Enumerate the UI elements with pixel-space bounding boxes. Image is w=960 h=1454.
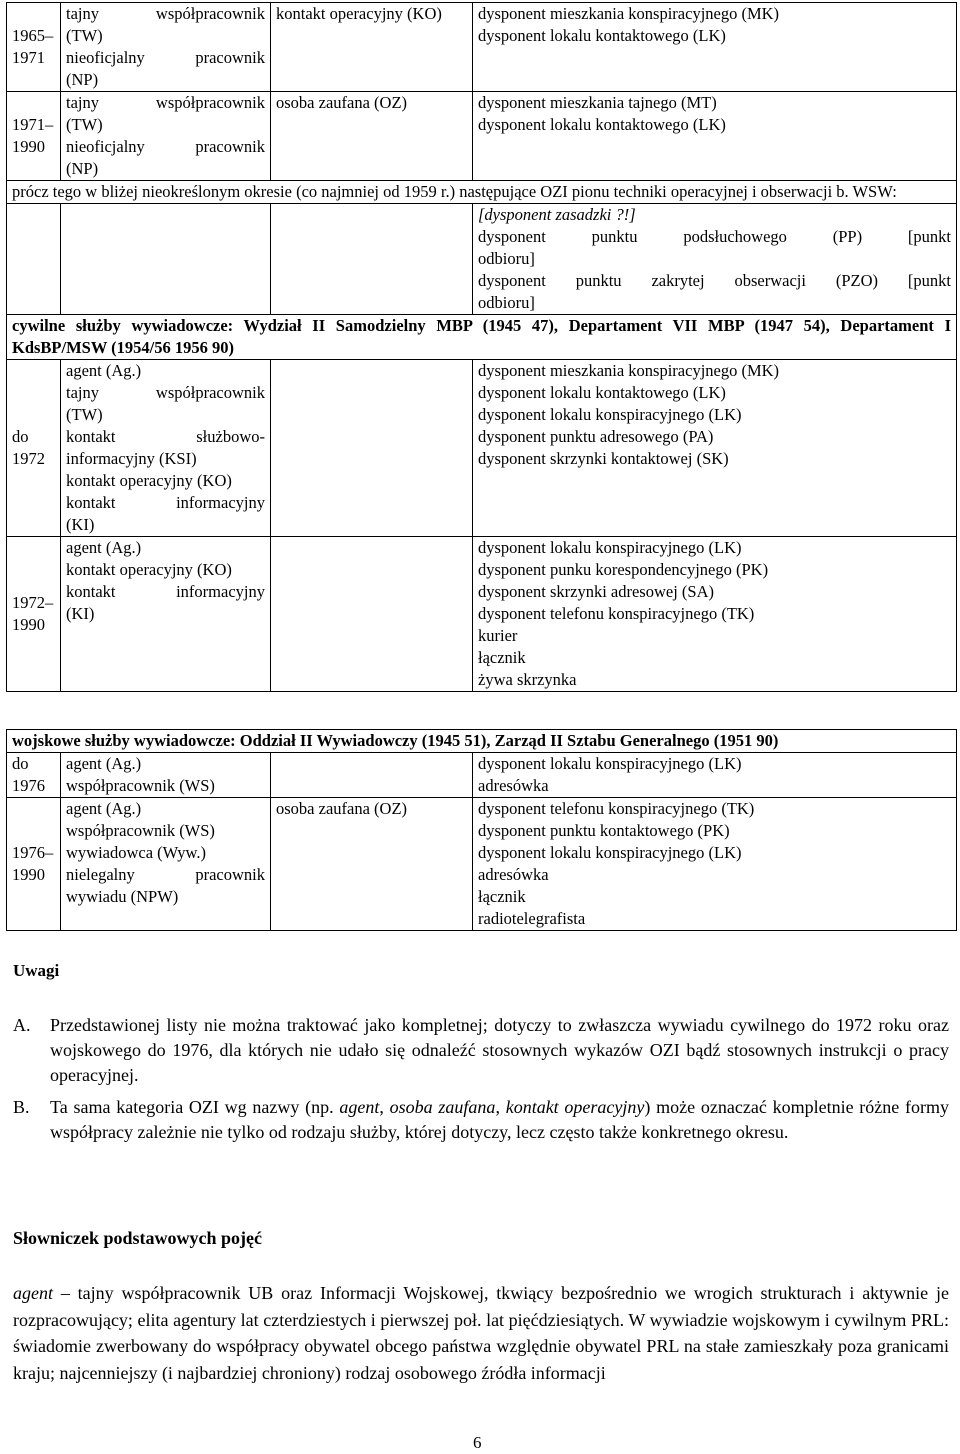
cell-line: tajny współpracownik bbox=[66, 383, 265, 402]
cell-line: tajny współpracownik bbox=[66, 4, 265, 23]
cell-line: dysponent lokalu konspiracyjnego (LK) bbox=[478, 405, 742, 424]
cell-line: dysponent mieszkania tajnego (MT) bbox=[478, 93, 717, 112]
category-cell bbox=[61, 3, 271, 92]
cell-line: dysponent skrzynki adresowej (SA) bbox=[478, 582, 714, 601]
cell-line: dysponent punktu podsłuchowego (PP) [punkt bbox=[478, 227, 951, 246]
cell-line: (TW) bbox=[66, 405, 103, 424]
section-heading: wojskowe służby wywiadowcze: Oddział II Wywiadowczy (1945 51), Zarząd II Sztabu Generalnego (1951 90) bbox=[7, 730, 957, 753]
cell-line: do bbox=[12, 754, 29, 773]
table-row bbox=[7, 181, 957, 204]
note-term: agent bbox=[339, 1097, 380, 1117]
cell-line: (TW) bbox=[66, 26, 103, 45]
cell-line: 1972– bbox=[12, 593, 54, 612]
ozi-table-main bbox=[6, 2, 957, 692]
category-cell bbox=[61, 204, 271, 315]
category-cell bbox=[271, 360, 473, 537]
cell-line: dysponent lokalu konspiracyjnego (LK) bbox=[478, 754, 742, 773]
dysponent-cell bbox=[473, 92, 957, 181]
cell-line: kurier bbox=[478, 626, 518, 645]
period-cell bbox=[7, 798, 61, 931]
cell-line: 1990 bbox=[12, 865, 45, 884]
period-cell bbox=[7, 360, 61, 537]
cell-line: 1976– bbox=[12, 843, 54, 862]
cell-line: agent (Ag.) bbox=[66, 754, 142, 773]
cell-line: (KI) bbox=[66, 515, 95, 534]
cell-line: współpracownik (WS) bbox=[66, 821, 215, 840]
cell-line: 1972 bbox=[12, 449, 45, 468]
category-cell bbox=[61, 753, 271, 798]
table-row bbox=[7, 537, 957, 692]
note-text-part: Ta sama kategoria OZI wg nazwy (np. bbox=[50, 1097, 340, 1117]
cell-line: adresówka bbox=[478, 776, 549, 795]
dysponent-cell bbox=[473, 204, 957, 315]
uncertain-entry: [dysponent zasadzki ?!] bbox=[478, 205, 636, 224]
table-row bbox=[7, 798, 957, 931]
cell-line: dysponent telefonu konspiracyjnego (TK) bbox=[478, 799, 755, 818]
notes-heading: Uwagi bbox=[13, 961, 60, 980]
cell-line: dysponent lokalu kontaktowego (LK) bbox=[478, 26, 726, 45]
cell-line: wywiadu (NPW) bbox=[66, 887, 179, 906]
cell-line: dysponent punku korespondencyjnego (PK) bbox=[478, 560, 769, 579]
cell-line: odbioru] bbox=[478, 293, 535, 312]
cell-line: radiotelegrafista bbox=[478, 909, 586, 928]
category-cell bbox=[271, 798, 473, 931]
cell-line: łącznik bbox=[478, 887, 526, 906]
cell-line: (NP) bbox=[66, 70, 99, 89]
cell-line: (KI) bbox=[66, 604, 95, 623]
glossary-term: agent bbox=[13, 1283, 53, 1303]
cell-line: kontakt informacyjny bbox=[66, 493, 265, 512]
cell-line: kontakt informacyjny bbox=[66, 582, 265, 601]
dysponent-cell bbox=[473, 798, 957, 931]
cell-line: adresówka bbox=[478, 865, 549, 884]
section-note: prócz tego w bliżej nieokreślonym okresie (co najmniej od 1959 r.) następujące OZI pionu techniki operacyjnej i obserwacji b. WSW: bbox=[7, 181, 957, 204]
cell-line: (NP) bbox=[66, 159, 99, 178]
cell-line: dysponent telefonu konspiracyjnego (TK) bbox=[478, 604, 755, 623]
cell-line: kontakt służbowo- bbox=[66, 427, 265, 446]
period-cell bbox=[7, 204, 61, 315]
table-row bbox=[7, 3, 957, 92]
note-label: A. bbox=[13, 1015, 31, 1035]
cell-line: nieoficjalny pracownik bbox=[66, 137, 265, 156]
cell-line: dysponent punktu kontaktowego (PK) bbox=[478, 821, 730, 840]
cell-line: do bbox=[12, 427, 29, 446]
glossary-heading: Słowniczek podstawowych pojęć bbox=[13, 1228, 263, 1248]
cell-line: dysponent mieszkania konspiracyjnego (MK) bbox=[478, 361, 780, 380]
note-b bbox=[13, 1095, 949, 1145]
glossary-entry bbox=[13, 1280, 949, 1386]
cell-line: kontakt operacyjny (KO) bbox=[276, 4, 442, 23]
table-row bbox=[7, 204, 957, 315]
cell-line: 1965– bbox=[12, 26, 54, 45]
cell-line: osoba zaufana (OZ) bbox=[276, 799, 408, 818]
category-cell bbox=[61, 537, 271, 692]
period-cell bbox=[7, 92, 61, 181]
section-heading: cywilne służby wywiadowcze: Wydział II Samodzielny MBP (1945 47), Departament VII MBP (1947 54), Departament I KdsBP/MSW (1954/56 1956 90) bbox=[7, 315, 957, 360]
dysponent-list bbox=[478, 226, 951, 314]
note-text bbox=[13, 1095, 949, 1145]
note-text-part: ) może oznaczać kompletnie różne formy współpracy zależnie nie tylko od rodzaju służby, której dotyczy, lecz często także konkretnego okresu. bbox=[50, 1097, 950, 1142]
cell-line: agent (Ag.) bbox=[66, 538, 142, 557]
cell-line: (TW) bbox=[66, 115, 103, 134]
glossary-definition: – tajny współpracownik UB oraz Informacji Wojskowej, tkwiący bezpośrednio we wrogich strukturach i aktywnie je rozpracowujący; elita agentury lat czterdziestych i pierwszej poł. lat pięćdziesiątych. W wywiadzie wojskowym i cywilnym PRL: świadomie zwerbowany do współpracy obywatel obcego państwa względnie obywatel PRL na stałe zamieszkały poza granicami kraju; najcenniejszy (i najbardziej chroniony) rodzaj osobowego źródła informacji bbox=[13, 1283, 949, 1383]
category-cell bbox=[271, 537, 473, 692]
cell-line: dysponent punktu zakrytej obserwacji (PZO) [punkt bbox=[478, 271, 951, 290]
table-row bbox=[7, 315, 957, 360]
table-row bbox=[7, 730, 957, 753]
cell-line: nieoficjalny pracownik bbox=[66, 48, 265, 67]
cell-line: nielegalny pracownik bbox=[66, 865, 265, 884]
category-cell bbox=[61, 798, 271, 931]
cell-line: dysponent lokalu kontaktowego (LK) bbox=[478, 115, 726, 134]
note-text-part: , bbox=[495, 1097, 506, 1117]
note-term: osoba zaufana bbox=[389, 1097, 496, 1117]
category-cell bbox=[61, 92, 271, 181]
dysponent-cell bbox=[473, 3, 957, 92]
cell-line: agent (Ag.) bbox=[66, 799, 142, 818]
category-cell bbox=[271, 753, 473, 798]
note-label: B. bbox=[13, 1097, 30, 1117]
cell-line: 1990 bbox=[12, 137, 45, 156]
cell-line: tajny współpracownik bbox=[66, 93, 265, 112]
cell-line: 1976 bbox=[12, 776, 45, 795]
table-row bbox=[7, 753, 957, 798]
cell-line: osoba zaufana (OZ) bbox=[276, 93, 408, 112]
cell-line: kontakt operacyjny (KO) bbox=[66, 471, 232, 490]
dysponent-cell bbox=[473, 360, 957, 537]
note-a bbox=[13, 1013, 949, 1088]
cell-line: dysponent lokalu konspiracyjnego (LK) bbox=[478, 538, 742, 557]
note-term: kontakt operacyjny bbox=[505, 1097, 645, 1117]
period-cell bbox=[7, 3, 61, 92]
page-number: 6 bbox=[473, 1433, 482, 1452]
cell-line: żywa skrzynka bbox=[478, 670, 577, 689]
cell-line: wywiadowca (Wyw.) bbox=[66, 843, 206, 862]
cell-line: informacyjny (KSI) bbox=[66, 449, 197, 468]
ozi-table-military bbox=[6, 729, 957, 931]
cell-line: agent (Ag.) bbox=[66, 361, 142, 380]
cell-line: 1971– bbox=[12, 115, 54, 134]
category-cell bbox=[271, 92, 473, 181]
table-row bbox=[7, 360, 957, 537]
cell-line: dysponent skrzynki kontaktowej (SK) bbox=[478, 449, 729, 468]
note-text: Przedstawionej listy nie można traktować jako kompletnej; dotyczy to zwłaszcza wywiadu cywilnego do 1972 roku oraz wojskowego do 1976, dla których nie udało się odnaleźć stosownych wykazów OZI bądź stosownych instrukcji o pracy operacyjnej. bbox=[50, 1015, 949, 1085]
note-text-part: , bbox=[379, 1097, 390, 1117]
dysponent-cell bbox=[473, 753, 957, 798]
cell-line: dysponent lokalu kontaktowego (LK) bbox=[478, 383, 726, 402]
cell-line: kontakt operacyjny (KO) bbox=[66, 560, 232, 579]
period-cell bbox=[7, 753, 61, 798]
table-row bbox=[7, 92, 957, 181]
category-cell bbox=[61, 360, 271, 537]
cell-line: dysponent punktu adresowego (PA) bbox=[478, 427, 714, 446]
category-cell bbox=[271, 204, 473, 315]
cell-line: współpracownik (WS) bbox=[66, 776, 215, 795]
cell-line: dysponent lokalu konspiracyjnego (LK) bbox=[478, 843, 742, 862]
dysponent-cell bbox=[473, 537, 957, 692]
period-cell bbox=[7, 537, 61, 692]
cell-line: dysponent mieszkania konspiracyjnego (MK) bbox=[478, 4, 780, 23]
cell-line: łącznik bbox=[478, 648, 526, 667]
category-cell bbox=[271, 3, 473, 92]
cell-line: 1990 bbox=[12, 615, 45, 634]
cell-line: odbioru] bbox=[478, 249, 535, 268]
cell-line: 1971 bbox=[12, 48, 45, 67]
